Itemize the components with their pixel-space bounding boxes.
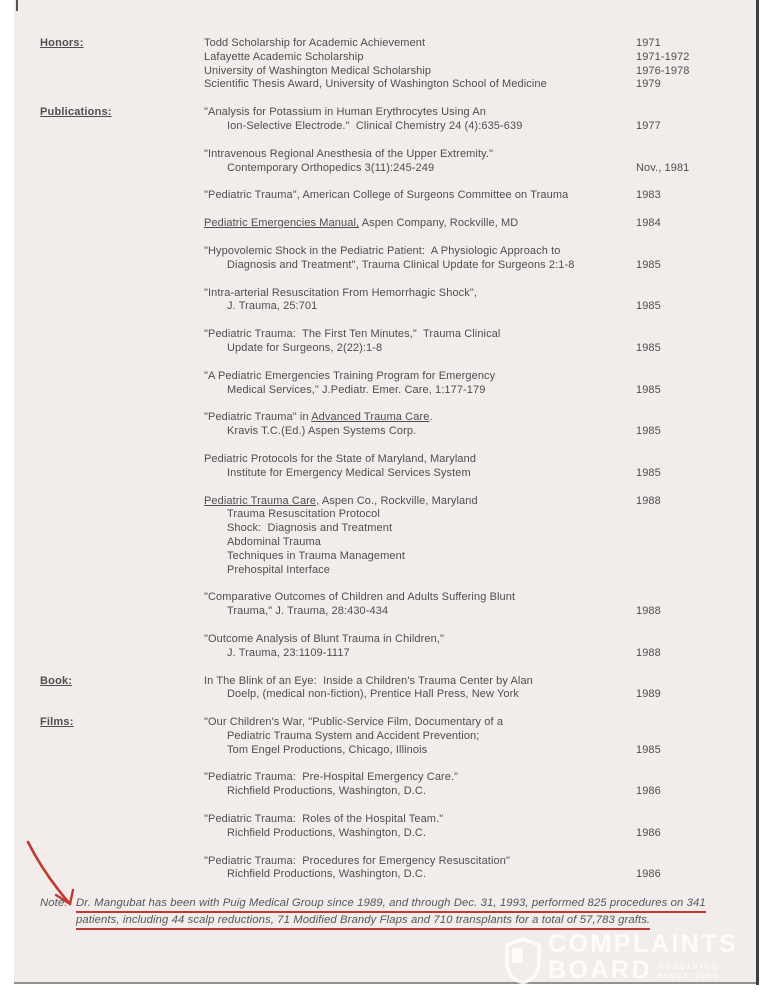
publication-entry: "Pediatric Trauma", American College of Surgeons Committee on Trauma 1983 <box>204 189 661 202</box>
scan-edge-line <box>756 0 759 985</box>
book-section: Book: In The Blink of an Eye: Inside a Children's Trauma Center by Alan Doelp, (medical non-fiction), Prentice Hall Press, New York 1989 <box>40 674 661 701</box>
publications-section-label: Publications: <box>40 106 112 119</box>
complaintsboard-watermark <box>505 931 738 985</box>
film-year: 1986 <box>636 785 661 798</box>
watermark-line1: COMPLAINTS <box>548 930 739 958</box>
publication-year: 1977 <box>636 119 661 132</box>
film-year: 1986 <box>636 826 661 839</box>
publication-entry: Pediatric Emergencies Manual, Aspen Company, Rockville, MD 1984 <box>204 217 661 230</box>
watermark-tagline: RESOLVING SINCE 2004 <box>658 962 720 981</box>
publication-entry: "Pediatric Trauma: The First Ten Minutes," Trauma Clinical Update for Surgeons, 2(22):1-8 1985 <box>204 328 661 354</box>
honor-year: 1971 <box>636 37 661 49</box>
book-section-label: Book: <box>40 674 73 687</box>
scanned-page <box>14 0 756 984</box>
honors-section <box>40 37 756 92</box>
publication-entry: "Hypovolemic Shock in the Pediatric Patient: A Physiologic Approach to Diagnosis and Treatment", Trauma Clinical Update for Surgeons 2:1-8 1985 <box>204 244 661 271</box>
publication-year: 1983 <box>636 189 661 202</box>
publication-year: 1988 <box>636 646 661 659</box>
honor-item: Todd Scholarship for Academic Achievement 1971 <box>204 37 661 49</box>
honor-year: 1979 <box>636 78 661 91</box>
publication-entry: "Outcome Analysis of Blunt Trauma in Children," J. Trauma, 23:1109-1117 1988 <box>204 632 661 659</box>
book-year: 1989 <box>636 688 661 701</box>
films-section-label: Films: <box>40 716 74 729</box>
publication-entry: "Intravenous Regional Anesthesia of the Upper Extremity." Contemporary Orthopedics 3(11):245-249 Nov., 1981 <box>204 147 690 174</box>
honor-year: 1971-1972 <box>636 50 690 63</box>
scan-artifact-tick <box>16 0 18 11</box>
publication-year: 1988 <box>636 494 661 507</box>
film-entry: "Pediatric Trauma: Procedures for Emergency Resuscitation" Richfield Productions, Washington, D.C. 1986 <box>204 854 661 881</box>
publication-entry: Pediatric Protocols for the State of Maryland, Maryland Institute for Emergency Medical Services System 1985 <box>204 452 661 479</box>
note-text: Dr. Mangubat has been with Puig Medical Group since 1989, and through Dec. 31, 1993, performed 825 procedures on 341 patients, including 44 scalp reductions, 71 Modified Brandy Flaps and 710 transplants for a total of 57,783 grafts. <box>76 896 706 930</box>
film-entry: "Pediatric Trauma: Pre-Hospital Emergency Care." Richfield Productions, Washington, D.C. 1986 <box>204 771 661 798</box>
shield-icon <box>505 937 541 985</box>
document-body <box>14 0 756 930</box>
publication-year: 1985 <box>636 300 661 313</box>
honor-item: Scientific Thesis Award, University of Washington School of Medicine 1979 <box>204 78 661 91</box>
film-year: 1986 <box>636 868 661 881</box>
honor-item: Lafayette Academic Scholarship 1971-1972 <box>204 50 690 63</box>
publication-year: 1985 <box>636 258 661 271</box>
publication-year: 1988 <box>636 605 661 618</box>
publication-entry: Pediatric Trauma Care, Aspen Co., Rockville, Maryland Trauma Resuscitation Protocol Shock: Diagnosis and Treatment Abdominal Trauma Techniques in Trauma Management Prehospital Interface 1988 <box>204 494 661 576</box>
honor-year: 1976-1978 <box>636 64 690 77</box>
publication-entry: Publications: "Analysis for Potassium in Human Erythrocytes Using An Ion-Selective Electrode." Clinical Chemistry 24 (4):635-639 1977 <box>40 106 661 132</box>
publication-entry: "Pediatric Trauma" in Advanced Trauma Care. Kravis T.C.(Ed.) Aspen Systems Corp. 1985 <box>204 411 661 438</box>
honors-section-label: Honors: <box>40 37 84 49</box>
publication-year: 1985 <box>636 383 661 396</box>
watermark-line2: BOARD <box>548 956 653 984</box>
publication-entry: "Comparative Outcomes of Children and Adults Suffering Blunt Trauma," J. Trauma, 28:430-434 1988 <box>204 591 661 618</box>
publication-entry: "A Pediatric Emergencies Training Program for Emergency Medical Services," J.Pediatr. Emer. Care, 1:177-179 1985 <box>204 369 661 396</box>
publication-year: 1985 <box>636 425 661 438</box>
publication-year: 1985 <box>636 341 661 354</box>
note-label: Note: <box>40 897 68 910</box>
publication-year: Nov., 1981 <box>636 161 690 174</box>
film-entry: "Pediatric Trauma: Roles of the Hospital Team." Richfield Productions, Washington, D.C. 1986 <box>204 813 661 839</box>
handwritten-note <box>40 896 756 930</box>
publication-entry: "Intra-arterial Resuscitation From Hemorrhagic Shock", J. Trauma, 25:701 1985 <box>204 286 661 313</box>
publication-year: 1984 <box>636 217 661 230</box>
publication-year: 1985 <box>636 466 661 479</box>
film-entry: Films: "Our Children's War, "Public-Service Film, Documentary of a Pediatric Trauma System and Accident Prevention; Tom Engel Productions, Chicago, Illinois 1985 <box>40 716 661 756</box>
film-year: 1985 <box>636 743 661 756</box>
red-arrow-icon <box>22 838 84 912</box>
honor-item: University of Washington Medical Scholarship 1976-1978 <box>204 64 690 77</box>
